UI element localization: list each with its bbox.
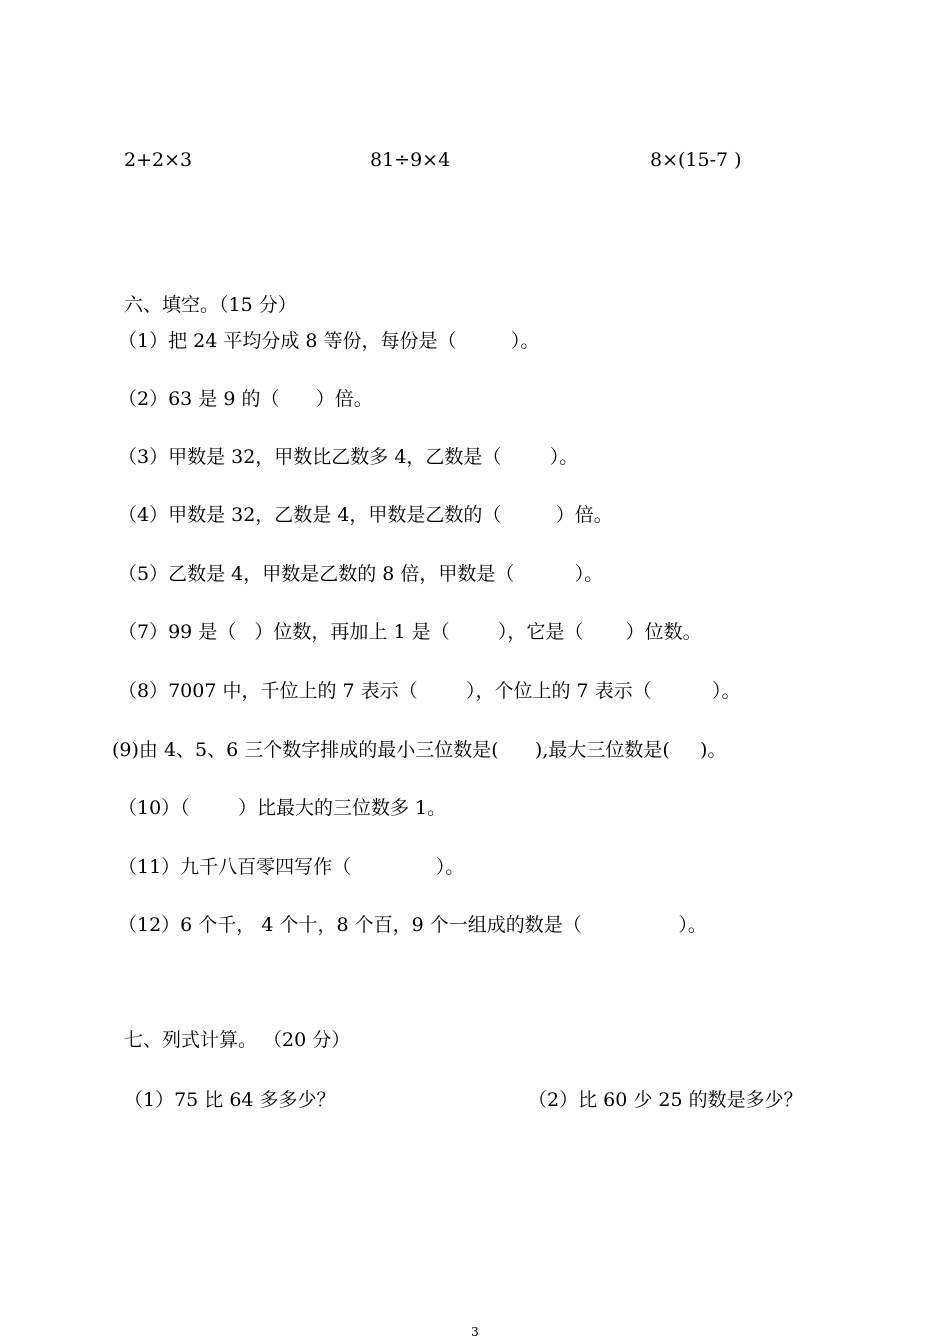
calculation-question-1: （1）75 比 64 多多少？: [124, 1089, 336, 1111]
fill-blank-item-8: （8）7007 中，千位上的 7 表示（ ），个位上的 7 表示（ ）。: [118, 680, 741, 702]
fill-blank-item-11: （11）九千八百零四写作（ ）。: [118, 856, 465, 878]
fill-blank-item-3: （3）甲数是 32，甲数比乙数多 4，乙数是（ ）。: [118, 446, 579, 468]
section-7-title: 七、列式计算。 （20 分）: [124, 1029, 351, 1051]
fill-blank-item-10: （10）（ ）比最大的三位数多 1。: [118, 797, 447, 819]
expression-3: 8×(15-7 ): [650, 149, 742, 171]
fill-blank-item-9: (9)由 4、5、6 三个数字排成的最小三位数是( ),最大三位数是( )。: [112, 739, 727, 761]
expression-2: 81÷9×4: [370, 149, 451, 171]
expression-1: 2+2×3: [124, 149, 193, 171]
fill-blank-item-5: （5）乙数是 4，甲数是乙数的 8 倍，甲数是（ ）。: [118, 563, 604, 585]
fill-blank-item-4: （4）甲数是 32，乙数是 4，甲数是乙数的（ ）倍。: [118, 504, 613, 526]
section-6-title: 六、填空。（15 分）: [124, 294, 297, 316]
fill-blank-item-12: （12）6 个千， 4 个十，8 个百，9 个一组成的数是（ ）。: [118, 914, 707, 936]
calculation-question-2: （2）比 60 少 25 的数是多少？: [528, 1089, 803, 1111]
fill-blank-item-7: （7）99 是（ ）位数，再加上 1 是（ ），它是（ ）位数。: [118, 621, 702, 643]
fill-blank-item-2: （2）63 是 9 的（ ）倍。: [118, 388, 373, 410]
page-number: 3: [471, 1325, 479, 1339]
fill-blank-item-1: （1）把 24 平均分成 8 等份，每份是（ ）。: [118, 330, 540, 352]
